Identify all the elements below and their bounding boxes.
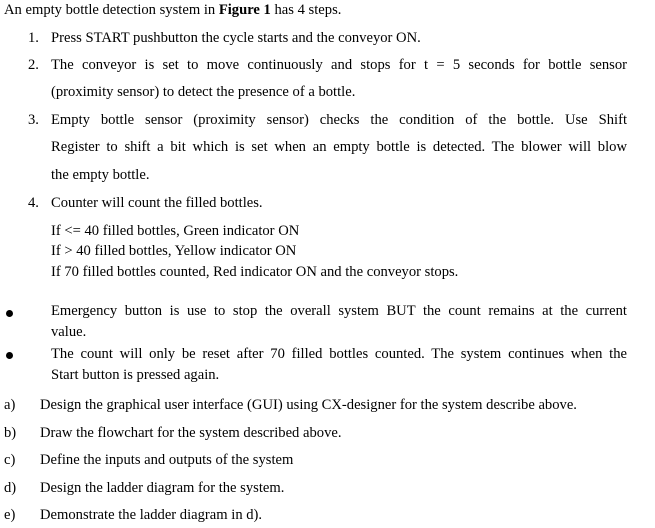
step-number: 4. [28, 195, 39, 211]
step-text: (proximity sensor) to detect the presence of a bottle. [51, 84, 356, 100]
intro-paragraph [4, 3, 341, 18]
question-label: e) [4, 507, 16, 523]
intro-text-after: has 4 steps. [270, 2, 342, 18]
figure-reference: Figure 1 [218, 2, 271, 18]
bullet-icon [6, 310, 13, 317]
step-text: the empty bottle. [51, 167, 150, 183]
step-number: 3. [28, 112, 39, 128]
question-label: d) [4, 480, 17, 496]
question-text: Define the inputs and outputs of the system [40, 452, 294, 468]
step-text: Counter will count the filled bottles. [51, 195, 263, 211]
condition-yellow: If > 40 filled bottles, Yellow indicator ON [51, 243, 297, 259]
question-text: Design the ladder diagram for the system. [40, 480, 285, 496]
bullet-text: Emergency button is use to stop the overall system BUT the count remains at the current [51, 303, 627, 319]
step-text: The conveyor is set to move continuously and stops for t = 5 seconds for bottle sensor [51, 57, 627, 73]
bullet-text: Start button is pressed again. [51, 367, 220, 383]
step-text: Press START pushbutton the cycle starts and the conveyor ON. [51, 30, 421, 46]
intro-text-before: An empty bottle detection system in [4, 2, 219, 18]
question-label: a) [4, 397, 16, 413]
question-text: Draw the flowchart for the system described above. [40, 425, 342, 441]
step-number: 1. [28, 30, 39, 46]
bullet-text: value. [51, 324, 87, 340]
step-text: Empty bottle sensor (proximity sensor) checks the condition of the bottle. Use Shift [51, 112, 627, 128]
bullet-icon [6, 352, 13, 359]
step-text: Register to shift a bit which is set when an empty bottle is detected. The blower will blow [51, 139, 627, 155]
bullet-text: The count will only be reset after 70 filled bottles counted. The system continues when the [51, 346, 627, 362]
condition-red: If 70 filled bottles counted, Red indicator ON and the conveyor stops. [51, 264, 459, 280]
question-label: c) [4, 452, 16, 468]
step-number: 2. [28, 57, 39, 73]
question-text: Design the graphical user interface (GUI) using CX-designer for the system describe above. [40, 397, 577, 413]
condition-green: If <= 40 filled bottles, Green indicator ON [51, 223, 300, 239]
question-text: Demonstrate the ladder diagram in d). [40, 507, 263, 523]
question-label: b) [4, 425, 17, 441]
